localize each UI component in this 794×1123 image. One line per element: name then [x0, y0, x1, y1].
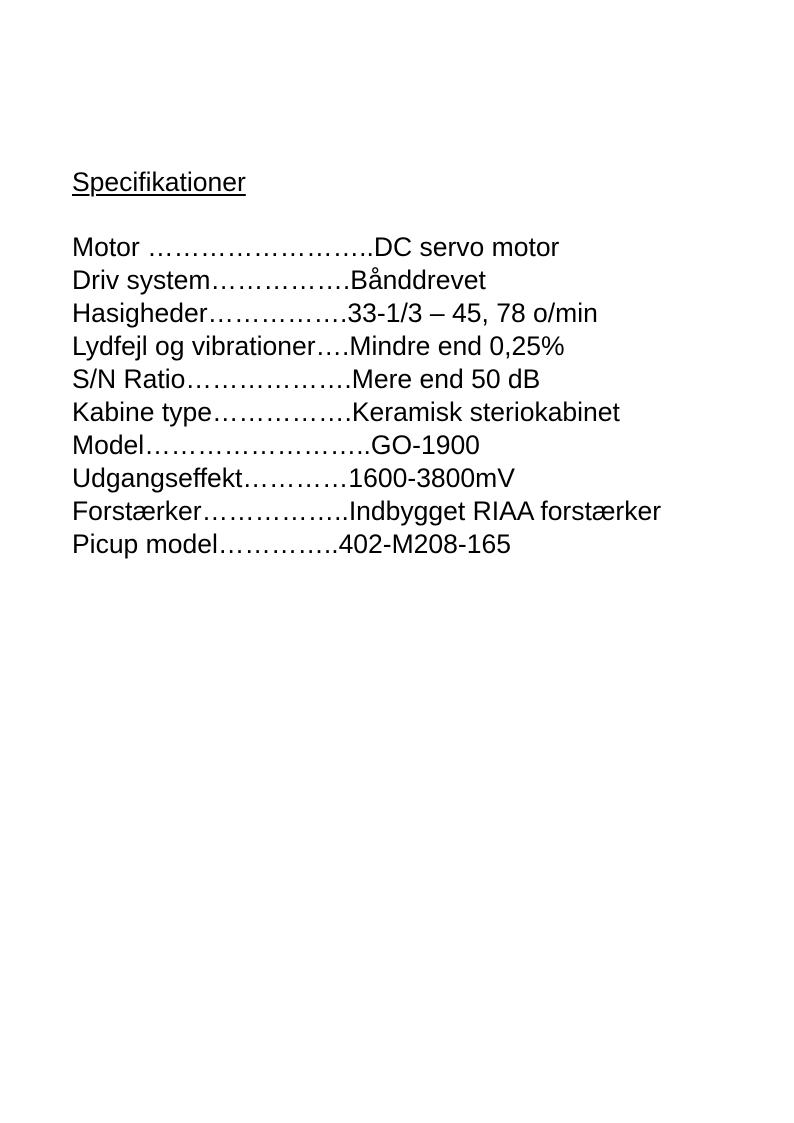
spec-value: 402-M208-165 [338, 529, 511, 559]
spec-row-sn-ratio [72, 363, 772, 396]
spec-row-drive-system [72, 264, 772, 297]
spec-leader: ………….. [217, 529, 339, 559]
spec-value: Bånddrevet [350, 265, 486, 295]
spec-leader: …………………….. [147, 232, 374, 262]
spec-value: 33-1/3 – 45, 78 o/min [347, 298, 598, 328]
spec-label: Hasigheder [72, 298, 208, 328]
spec-leader: …………….. [201, 496, 349, 526]
spec-leader: ………………. [185, 364, 352, 394]
spec-row-cabinet-type [72, 396, 772, 429]
spec-row-motor [72, 231, 772, 264]
spec-label: Udgangseffekt [72, 463, 243, 493]
document-page [72, 166, 772, 561]
spec-label: Forstærker [72, 496, 202, 526]
spec-leader: ……………. [207, 298, 348, 328]
spec-row-speeds [72, 297, 772, 330]
spec-leader: ………… [242, 463, 349, 493]
spec-row-pickup-model [72, 528, 772, 561]
spec-value: Mindre end 0,25% [349, 331, 565, 361]
spec-label: Picup model [72, 529, 218, 559]
spec-row-amplifier [72, 495, 772, 528]
spec-value: DC servo motor [373, 232, 560, 262]
spec-row-model [72, 429, 772, 462]
spacer [72, 199, 772, 231]
spec-row-output [72, 462, 772, 495]
spec-label: Kabine type [72, 397, 212, 427]
spec-value: Mere end 50 dB [351, 364, 541, 394]
spec-label: Lydfejl og vibrationer [72, 331, 316, 361]
spec-leader: …. [315, 331, 350, 361]
spec-leader: ……………. [210, 265, 351, 295]
spec-value: 1600-3800mV [348, 463, 515, 493]
spec-label: Model [72, 430, 145, 460]
spec-leader: ……………. [211, 397, 352, 427]
spec-label: Driv system [72, 265, 211, 295]
spec-row-wow-flutter [72, 330, 772, 363]
spec-list [72, 231, 772, 561]
spec-value: Indbygget RIAA forstærker [348, 496, 662, 526]
spec-value: GO-1900 [370, 430, 480, 460]
spec-leader: …………………….. [144, 430, 371, 460]
spec-label: Motor [72, 232, 148, 262]
spec-value: Keramisk steriokabinet [351, 397, 620, 427]
section-heading: Specifikationer [72, 167, 246, 197]
spec-label: S/N Ratio [72, 364, 186, 394]
